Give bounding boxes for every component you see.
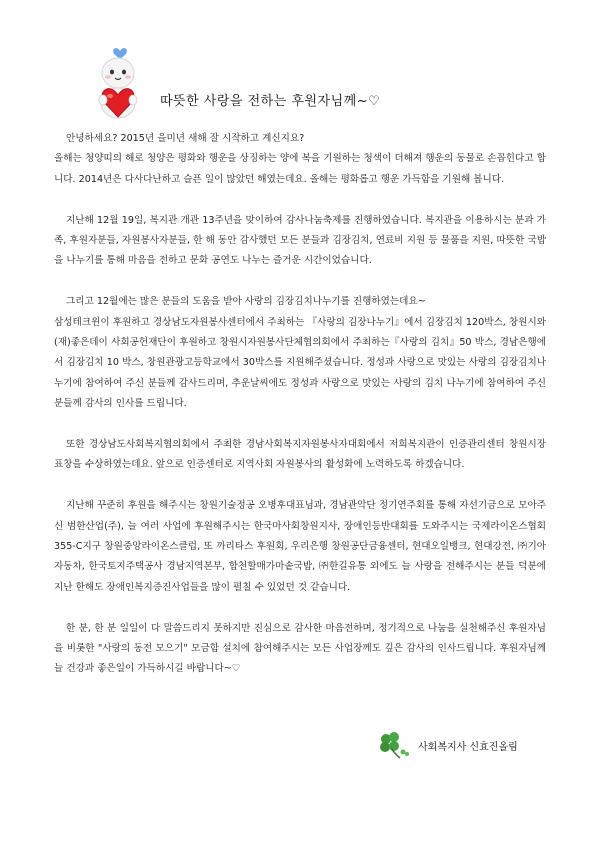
letter-body [54,129,546,680]
paragraph-closing: 한 분, 한 분 일일이 다 말씀드리지 못하지만 진심으로 감사한 마음전하며, 정기적으로 나눔을 실천해주신 후원자님을 비롯한 "사랑의 동전 모으기" 모금함 설치에 참여해주시는 모든 사업장께도 깊은 감사의 인사드립니다. 후원자님께 늘 건강과 좋은일이 가득하시길 바랍니다~♡ [54,622,546,675]
clover-icon [374,730,412,760]
paragraph-award: 또한 경상남도사회복지협의회에서 주최한 경남사회복지자원봉사자대회에서 저희복지관이 인증관리센터 창원시장표창을 수상하였는데요. 앞으로 인증센터로 지역사회 자원봉사의 활성화에 노력하도록 하겠습니다. [54,439,546,471]
paragraph-greeting: 안녕하세요? 2015년 을미년 새해 잘 시작하고 계신지요? 올해는 청양띠의 해로 청양은 평화와 행운을 상징하는 양에 복을 기원하는 청색이 더해져 행운의 동물로 손꼽힌다고 합니다. 2014년은 다사다난하고 슬픈 일이 많았던 해였는데요. 올해는 평화롭고 행운 가득함을 기원해 봅니다. [54,133,546,185]
letter-title: 따뜻한 사랑을 전하는 후원자님께~♡ [160,94,381,109]
paragraph-kimchi-sharing: 그리고 12월에는 많은 분들의 도움을 받아 사랑의 김장김치나누기를 진행하였는데요~ 삼성테크윈이 후원하고 경상남도자원봉사센터에서 주최하는 『사랑의 김장나누기』에서 김장김치 120박스, 창원시와 (재)좋은데이 사회공헌재단이 후원하고 창원시자원봉사단체협의회에서 주최하는『사랑의 김치』50 박스, 경남은행에서 김장김치 10 박스, 창원관광고등학교에서 30박스를 지원해주셨습니다. 정성과 사랑으로 맛있는 사랑의 김장김치나누기에 참여하여 주신 분들께 감사드리며, 추운날씨에도 정성과 사랑으로 맛있는 사랑의 김치 나누기에 참여하여 주신 분들께 감사의 인사를 드립니다. [54,296,546,410]
paragraph-sponsors: 지난해 꾸준히 후원을 해주시는 창원기술정공 오병후대표님과, 경남관악단 정기연주회를 통해 자선기금으로 모아주신 범한산업(주), 늘 여러 사업에 후원해주시는 한국마사회창원지사, 장애인등반대회를 도와주시는 국제라이온스협회 355-C지구 창원중앙라이온스클럽, 또 까리타스 후원회, 우리은행 창원공단금융센터, 현대오일뱅크, 현대강전, ㈜기아자동차, 한국토지주택공사 경남지역본부, 합천할매가마솥국밥, ㈜한길유통 외에도 늘 사랑을 전해주시는 분들 덕분에 지난 한해도 장애인복지증진사업들을 많이 펼칠 수 있었던 것 같습니다. [54,500,546,593]
mascot-holding-heart-icon [86,45,150,121]
signature-text: 사회복지사 신효진올림 [418,741,518,753]
paragraph-thanks-festival: 지난해 12월 19일, 복지관 개관 13주년을 맞이하여 감사나눔축제를 진행하였습니다. 복지관을 이용하시는 분과 가족, 후원자분들, 자원봉사자분들, 한 해 동안 감사했던 모든 분들과 김장김치, 연료비 지원 등 물품을 지원, 따뜻한 국밥을 나누기를 통해 마음을 전하고 문화 공연도 나누는 즐거운 시간이었습니다. [54,214,546,267]
signature-block [374,733,518,757]
